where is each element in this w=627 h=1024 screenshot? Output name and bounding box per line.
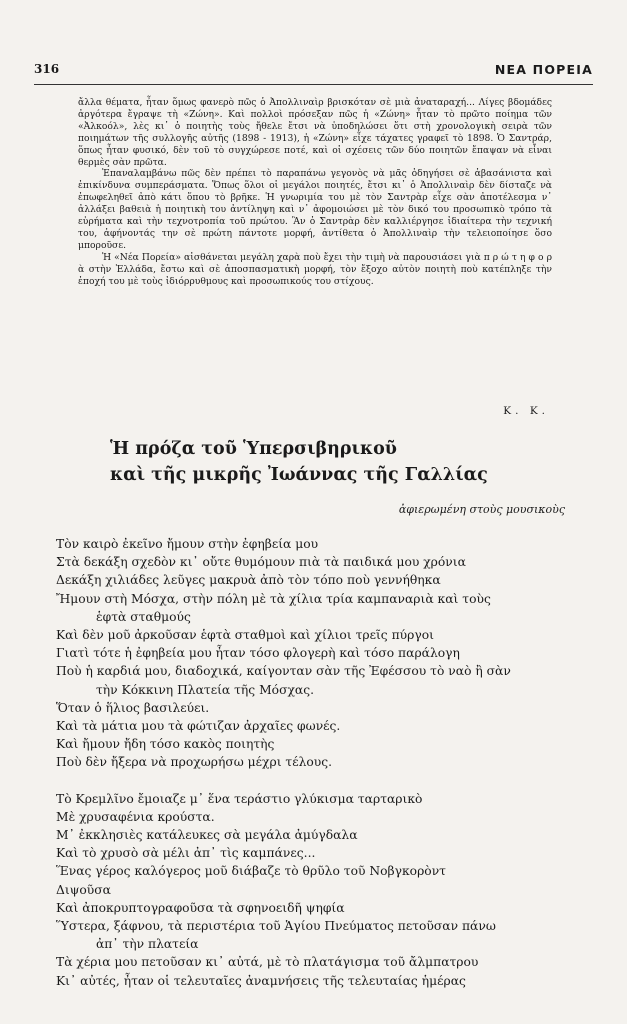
header-rule xyxy=(34,84,593,85)
poem-line: Καὶ ἀποκρυπτογραφοῦσα τὰ σφηνοειδῆ ψηφία xyxy=(56,900,345,915)
journal-title: ΝΕΑ ΠΟΡΕΙΑ xyxy=(494,62,593,77)
poem-line: Διψοῦσα xyxy=(56,882,111,897)
poem-line-continuation: ἑφτὰ σταθμούς xyxy=(96,609,191,624)
poem-line-continuation: ἀπ᾿ τὴν πλατεία xyxy=(96,937,199,952)
poem-line: Γιατὶ τότε ἡ ἐφηβεία μου ἦταν τόσο φλογερὴ καὶ τόσο παράλογη xyxy=(56,646,460,661)
poem-line: Ποὺ ἡ καρδιά μου, διαδοχικά, καίγονταν σὰν τῆς Ἐφέσσου τὸ ναὸ ἢ σὰν xyxy=(56,664,511,679)
poem-title-line: καὶ τῆς μικρῆς Ἰωάννας τῆς Γαλλίας xyxy=(110,465,488,485)
poem-line: Τὸ Κρεμλῖνο ἔμοιαζε μ᾿ ἕνα τεράστιο γλύκισμα ταρταρικὸ xyxy=(56,791,423,806)
poem-line: Τὸν καιρὸ ἐκεῖνο ἤμουν στὴν ἐφηβεία μου xyxy=(56,537,319,551)
poem-line: Ἤμουν στὴ Μόσχα, στὴν πόλη μὲ τὰ χίλια τρία καμπαναριὰ καὶ τοὺς xyxy=(56,591,491,606)
poem-line: Ποὺ δὲν ἤξερα νὰ προχωρήσω μέχρι τέλους. xyxy=(56,755,333,770)
poem-line: Καὶ τὸ χρυσὸ σὰ μέλι ἀπ᾿ τὶς καμπάνες... xyxy=(56,846,316,861)
poem-line: Δεκάξη χιλιάδες λεῦγες μακρυὰ ἀπὸ τὸν τόπο ποὺ γεννήθηκα xyxy=(56,573,441,588)
dedication: ἀφιερωμένη στοὺς μουσικοὺς xyxy=(398,503,565,516)
poem-line: Μὲ χρυσαφένια κρούστα. xyxy=(56,809,215,824)
poem-title xyxy=(110,436,570,488)
stanza-break xyxy=(56,772,576,790)
poem-title-line: Ἡ πρόζα τοῦ Ὑπερσιβηρικοῦ xyxy=(110,439,397,459)
poem-line: Καὶ τὰ μάτια μου τὰ φώτιζαν ἀρχαῖες φωνές. xyxy=(56,719,341,734)
prose-paragraph: Ἡ «Νέα Πορεία» αἰσθάνεται μεγάλη χαρὰ ποὺ ἔχει τὴν τιμὴ νὰ παρουσιάσει γιὰ π ρ ώ τ η φ ο ρ ὰ στὴν Ἑλλάδα, ἔστω καὶ σὲ ἀποσπασματικὴ μορφή, τὸν ἔξοχο αὐτὸν ποιητὴ ποὺ κατέπληξε τὴν ἐποχή του μὲ τοὺς ἰδιόρρυθμους καὶ προσωπικούς του στίχους. xyxy=(78,251,552,287)
poem-line: Ὕστερα, ξάφνου, τὰ περιστέρια τοῦ Ἁγίου Πνεύματος πετοῦσαν πάνω xyxy=(56,919,496,934)
poem-line: Ὅταν ὁ ἥλιος βασιλεύει. xyxy=(56,700,210,715)
poem-line: Στὰ δεκάξη σχεδὸν κι᾿ οὔτε θυμόμουν πιὰ τὰ παιδικά μου χρόνια xyxy=(56,555,466,570)
page-number: 316 xyxy=(34,62,60,76)
poem-line: Καὶ δὲν μοῦ ἀρκοῦσαν ἑφτὰ σταθμοὶ καὶ χίλιοι τρεῖς πύργοι xyxy=(56,628,434,643)
poem-line: Τὰ χέρια μου πετοῦσαν κι᾿ αὐτά, μὲ τὸ πλατάγισμα τοῦ ἄλμπατρου xyxy=(56,955,479,970)
poem-line: Καὶ ἤμουν ἤδη τόσο κακὸς ποιητὴς xyxy=(56,737,275,752)
prose-block xyxy=(78,97,552,288)
poem-body xyxy=(56,535,576,990)
poem-line: Μ᾿ ἐκκλησιὲς κατάλευκες σὰ μεγάλα ἀμύγδαλα xyxy=(56,828,358,843)
poem-line: Ἕνας γέρος καλόγερος μοῦ διάβαζε τὸ θρῦλο τοῦ Νοβγκορὸντ xyxy=(56,864,446,879)
poem-line-continuation: τὴν Κόκκινη Πλατεία τῆς Μόσχας. xyxy=(96,682,315,697)
poem-line: Κι᾿ αὐτές, ἦταν οἱ τελευταῖες ἀναμνήσεις τῆς τελευταίας ἡμέρας xyxy=(56,973,466,988)
prose-paragraph: ἄλλα θέματα, ἦταν ὅμως φανερὸ πῶς ὁ Ἀπολλιναὶρ βρισκόταν σὲ μιὰ ἀναταραχή... Λίγες βδομάδες ἀργότερα ἔγραψε τὴ «Ζώνη». Καὶ πολλοὶ πρόσεξαν πῶς ἡ «Ζώνη» ἦταν τὸ πρῶτο ποίημα τῶν «Ἀλκοόλ», λὲς κι᾿ ὁ ποιητὴς τοὺς ἤθελε ἔτσι νὰ ὑποδηλώσει ὅτι στὴ χρονολογικὴ σειρὰ τῶν ποιημάτων τῆς συλλογῆς αὐτῆς (1898 - 1913), ἡ «Ζώνη» εἶχε τάχατες γραφεῖ τὸ 1898. Ὁ Σαντράρ, ὅπως ἦταν φυσικό, δὲν τοῦ τὸ συγχώρεσε ποτέ, καὶ οἱ σχέσεις τῶν δύο ποιητῶν ἔπαψαν νὰ εἶναι θερμὲς σὰν πρῶτα. xyxy=(78,97,552,168)
prose-paragraph: Ἐπαναλαμβάνω πῶς δὲν πρέπει τὸ παραπάνω γεγονὸς νὰ μᾶς ὁδηγήσει σὲ ἀβασάνιστα καὶ ἐπικίνδυνα συμπεράσματα. Ὅπως ὅλοι οἱ μεγάλοι ποιητές, ἔτσι κι᾿ ὁ Ἀπολλιναὶρ δὲν δίσταζε νὰ ἐπωφεληθεῖ ἀπὸ κάτι ὅπου τὸ βρῆκε. Ἡ γνωριμία του μὲ τὸν Σαντρὰρ εἶχε σὰν ἀποτέλεσμα ν᾿ ἀλλάξει βαθειὰ ἡ ποιητικὴ του ἀντίληψη καὶ ν᾿ ἀφομοιώσει μὲ τὸν δικό του προσωπικὸ τρόπο τὰ εὑρήματα καὶ τὴν τεχνοτροπία τοῦ πρώτου. Ἂν ὁ Σαντρὰρ δὲν καλλιέργησε ἰδιαίτερα τὴν τεχνική του, ἀφήνοντάς την σὲ πρώτη πάντοτε μορφή, ἀντίθετα ὁ Ἀπολλιναὶρ τὴν τελειοποίησε ὅσο μποροῦσε. xyxy=(78,168,552,251)
page-header xyxy=(34,62,593,82)
signature: Κ. Κ. xyxy=(503,405,549,417)
